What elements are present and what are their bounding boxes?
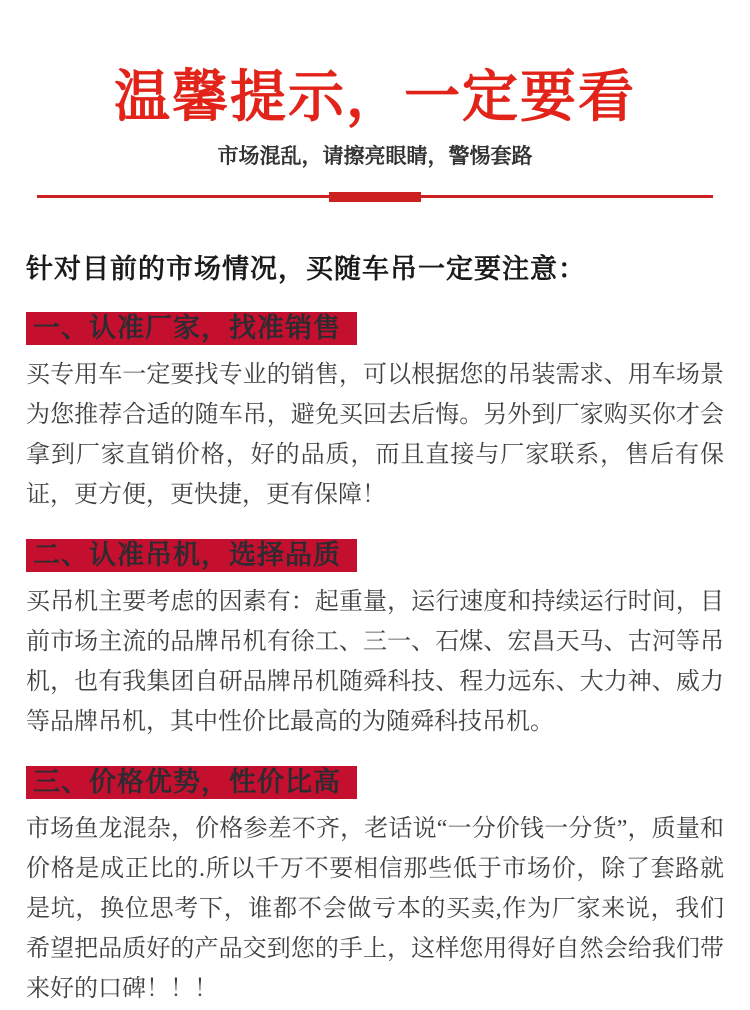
- section-1-paragraph: 买专用车一定要找专业的销售，可以根据您的吊装需求、用车场景为您推荐合适的随车吊，避免买回去后悔。另外到厂家购买你才会拿到厂家直销价格，好的品质，而且直接与厂家联系，售后有保证，更方便，更快捷，更有保障！: [26, 362, 724, 508]
- main-content: [26, 250, 724, 1009]
- divider: [37, 192, 713, 202]
- section-1: [26, 288, 724, 515]
- section-2-paragraph: 买吊机主要考虑的因素有：起重量，运行速度和持续运行时间，目前市场主流的品牌吊机有徐工、三一、石煤、宏昌天马、古河等吊机，也有我集团自研品牌吊机随舜科技、程力远东、大力神、威力等品牌吊机，其中性价比最高的为随舜科技吊机。: [26, 589, 724, 735]
- section-3-heading: 三、价格优势，性价比高: [33, 767, 341, 797]
- page-title: 温馨提示，一定要看: [114, 65, 636, 128]
- page-header: [0, 0, 750, 202]
- section-1-heading: 一、认准厂家，找准销售: [33, 313, 341, 343]
- section-3-heading-bar: [26, 766, 357, 799]
- section-3: [26, 742, 724, 1009]
- section-1-heading-bar: [26, 312, 357, 345]
- section-2-heading-bar: [26, 539, 357, 572]
- section-3-paragraph: 市场鱼龙混杂，价格参差不齐，老话说“一分价钱一分货”，质量和价格是成正比的.所以千万不要相信那些低于市场价，除了套路就是坑，换位思考下，谁都不会做亏本的买卖,作为厂家来说，我们希望把品质好的产品交到您的手上，这样您用得好自然会给我们带来好的口碑！！！: [26, 816, 724, 1002]
- divider-center-block: [329, 192, 421, 202]
- page-subtitle: 市场混乱，请擦亮眼睛，警惕套路: [217, 145, 533, 168]
- intro-heading: 针对目前的市场情况，买随车吊一定要注意：: [26, 254, 586, 284]
- section-2: [26, 515, 724, 742]
- section-2-heading: 二、认准吊机，选择品质: [33, 540, 341, 570]
